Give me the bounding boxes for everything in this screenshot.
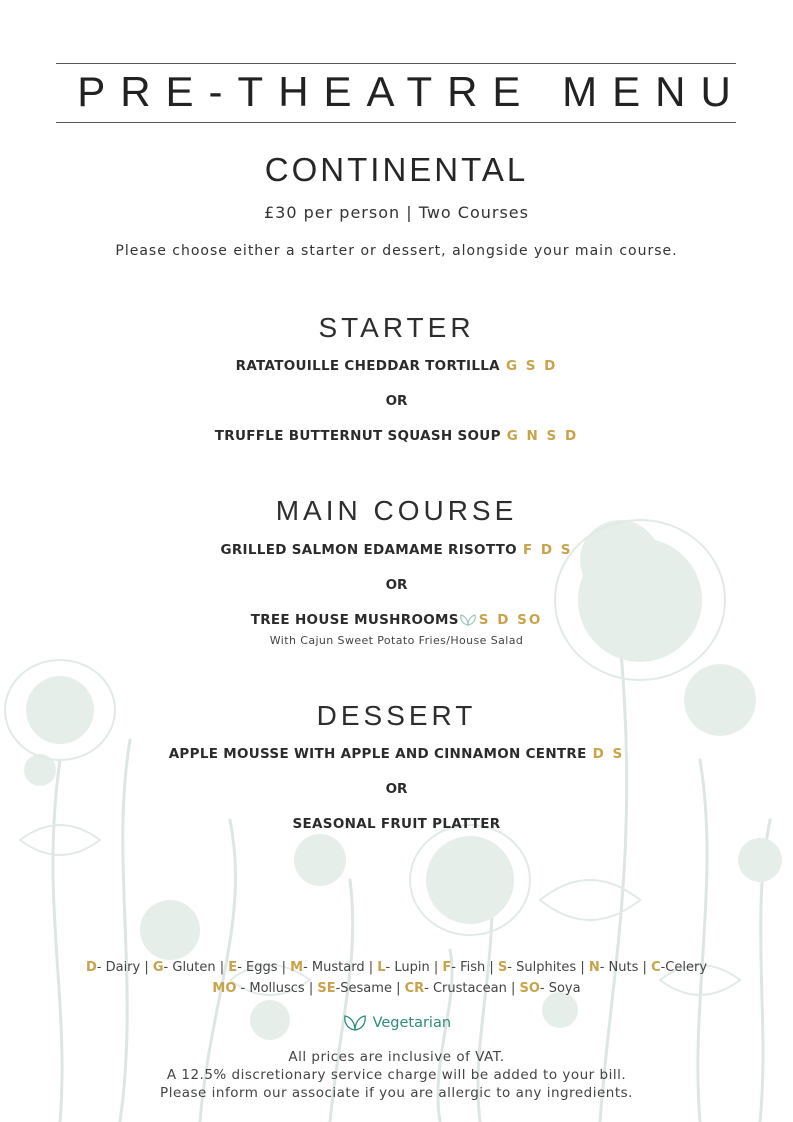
vegetarian-label: Vegetarian (372, 1015, 452, 1031)
legend-code: L (377, 960, 386, 975)
or-separator: OR (385, 393, 408, 409)
legend-code: SO (519, 981, 540, 996)
menu-title: PRE-THEATRE MENU (77, 68, 746, 115)
legend-label: - Sulphites (507, 960, 577, 975)
dish-name: RATATOUILLE CHEDDAR TORTILLA (235, 358, 500, 374)
legend-code: E (228, 960, 238, 975)
vegetarian-leaf-icon (459, 614, 477, 626)
legend-code: S (497, 960, 508, 975)
footer-vat: All prices are inclusive of VAT. (288, 1049, 505, 1065)
legend-label: - Dairy (96, 960, 141, 975)
main-course-heading: MAIN COURSE (275, 495, 518, 526)
dish-name: SEASONAL FRUIT PLATTER (292, 816, 501, 832)
legend-code: M (290, 960, 304, 975)
legend-code: C (651, 960, 661, 975)
allergen-codes: F D S (522, 542, 573, 558)
allergen-legend-line-1: D- Dairy | G- Gluten | E- Eggs | M- Mustard | L- Lupin | F- Fish | S- Sulphites | N- Nuts | C-Celery (85, 960, 708, 975)
or-separator: OR (385, 577, 408, 593)
starter-heading: STARTER (318, 312, 475, 343)
legend-label: -Celery (660, 960, 708, 975)
bottom-divider (56, 122, 736, 123)
allergen-codes: S D SO (478, 612, 543, 628)
legend-code: SE (317, 981, 336, 996)
main-item-2 (0, 611, 793, 629)
allergen-codes: G N S D (506, 428, 579, 444)
dish-name: APPLE MOUSSE WITH APPLE AND CINNAMON CENTRE (168, 746, 587, 762)
dish-name: TREE HOUSE MUSHROOMS (250, 612, 459, 628)
allergen-codes: G S D (505, 358, 558, 374)
allergen-codes: D S (592, 746, 625, 762)
legend-label: - Lupin (385, 960, 434, 975)
legend-label: - Nuts (599, 960, 639, 975)
legend-code: F (442, 960, 452, 975)
dessert-item-2 (0, 815, 793, 833)
dessert-item-1 (0, 745, 793, 763)
dish-name: GRILLED SALMON EDAMAME RISOTTO (220, 542, 517, 558)
vegetarian-leaf-icon (342, 1015, 368, 1031)
legend-code: CR (404, 981, 425, 996)
dish-note: With Cajun Sweet Potato Fries/House Salad (269, 634, 524, 647)
top-divider (56, 63, 736, 64)
legend-code: G (152, 960, 164, 975)
dessert-heading: DESSERT (316, 700, 477, 731)
starter-item-1 (0, 357, 793, 375)
footer-allergy-note: Please inform our associate if you are allergic to any ingredients. (160, 1085, 633, 1101)
legend-label: - Mustard (303, 960, 365, 975)
price-line: £30 per person | Two Courses (264, 203, 529, 222)
legend-label: - Molluscs (236, 981, 305, 996)
main-item-1 (0, 541, 793, 559)
allergen-legend-line-2: MO - Molluscs | SE-Sesame | CR- Crustacean | SO- Soya (212, 981, 581, 996)
legend-label: - Soya (539, 981, 581, 996)
vegetarian-key (0, 1013, 793, 1033)
legend-label: - Crustacean (424, 981, 507, 996)
legend-code: MO (212, 981, 237, 996)
legend-code: N (588, 960, 600, 975)
legend-label: - Eggs (237, 960, 278, 975)
starter-item-2 (0, 427, 793, 445)
legend-label: - Fish (451, 960, 486, 975)
continental-heading: CONTINENTAL (264, 151, 529, 188)
instruction-line: Please choose either a starter or dessert, alongside your main course. (115, 243, 678, 259)
or-separator: OR (385, 781, 408, 797)
dish-name: TRUFFLE BUTTERNUT SQUASH SOUP (214, 428, 501, 444)
footer-service-charge: A 12.5% discretionary service charge will be added to your bill. (166, 1067, 627, 1083)
legend-code: D (85, 960, 97, 975)
legend-label: - Gluten (163, 960, 216, 975)
legend-label: -Sesame (335, 981, 392, 996)
